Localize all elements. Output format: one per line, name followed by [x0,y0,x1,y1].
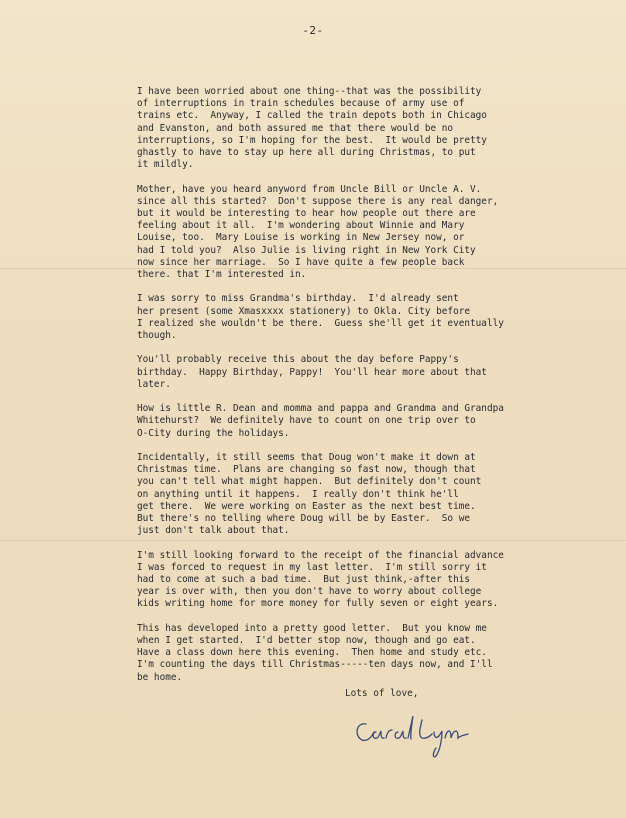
closing: Lots of love, [345,688,419,699]
text-line: now since her marriage. So I have quite a few people back [137,256,465,268]
text-line: I was forced to request in my last letter. I'm still sorry it [137,561,487,573]
text-line: Have a class down here this evening. Then home and study etc. [137,647,487,659]
paragraph [137,452,557,537]
text-line: How is little R. Dean and momma and pappa and Grandma and Grandpa [137,403,504,415]
text-line: you can't tell what might happen. But definitely don't count [137,476,482,488]
text-line: O-City during the holidays. [137,427,290,439]
text-line: there. that I'm interested in. [137,269,307,281]
text-line: Christmas time. Plans are changing so fast now, though that [137,464,476,476]
page-number: -2- [302,24,324,37]
text-line: trains etc. Anyway, I called the train depots both in Chicago [137,110,487,122]
text-line: But there's no telling where Doug will be by Easter. So we [137,513,471,525]
text-line: but it would be interesting to hear how people out there are [137,208,476,220]
text-line: had I told you? Also Julie is living right in New York City [137,244,476,256]
paragraph [137,354,557,391]
text-line: Incidentally, it still seems that Doug won't make it down at [137,452,476,464]
text-line: Louise, too. Mary Louise is working in New Jersey now, or [137,232,465,244]
paragraph [137,86,557,171]
text-line: I'm still looking forward to the receipt of the financial advance [137,549,504,561]
paragraph [137,550,557,611]
text-line: I was sorry to miss Grandma's birthday. I'd already sent [137,293,459,305]
text-line: I realized she wouldn't be there. Guess she'll get it eventually [137,317,504,329]
text-line: had to come at such a bad time. But just think,-after this [137,574,471,586]
text-line: since all this started? Don't suppose there is any real danger, [137,195,499,207]
text-line: Whitehurst? We definitely have to count on one trip over to [137,415,476,427]
text-line: I'm counting the days till Christmas-----ten days now, and I'll [137,659,493,671]
text-line: later. [137,378,171,390]
paragraph [137,293,557,342]
text-line: feeling about it all. I'm wondering about Winnie and Mary [137,220,465,232]
text-line: and Evanston, and both assured me that there would be no [137,122,454,134]
paragraph [137,403,557,440]
handwritten-signature [350,702,480,762]
text-line: when I get started. I'd better stop now, though and go eat. [137,635,476,647]
text-line: it mildly. [137,159,194,171]
text-line: kids writing home for more money for fully seven or eight years. [137,598,499,610]
text-line: of interruptions in train schedules because of army use of [137,98,465,110]
text-line: I have been worried about one thing--that was the possibility [137,86,482,97]
text-line: year is over with, then you don't have to worry about college [137,586,482,598]
text-line: get there. We were working on Easter as the next best time. [137,500,476,512]
text-line: though. [137,330,177,342]
text-line: ghastly to have to stay up here all during Christmas, to put [137,147,476,159]
paragraph [137,623,557,684]
text-line: Mother, have you heard anyword from Uncle Bill or Uncle A. V. [137,183,482,195]
text-line: her present (some Xmasxxxx stationery) to Okla. City before [137,305,471,317]
text-line: This has developed into a pretty good letter. But you know me [137,622,487,634]
text-line: birthday. Happy Birthday, Pappy! You'll hear more about that [137,366,487,378]
letter-body [137,86,557,696]
paragraph [137,184,557,282]
text-line: on anything until it happens. I really don't think he'll [137,488,459,500]
text-line: just don't talk about that. [137,525,290,537]
text-line: You'll probably receive this about the day before Pappy's [137,354,459,366]
text-line: be home. [137,671,183,683]
text-line: interruptions, so I'm hoping for the best. It would be pretty [137,134,487,146]
